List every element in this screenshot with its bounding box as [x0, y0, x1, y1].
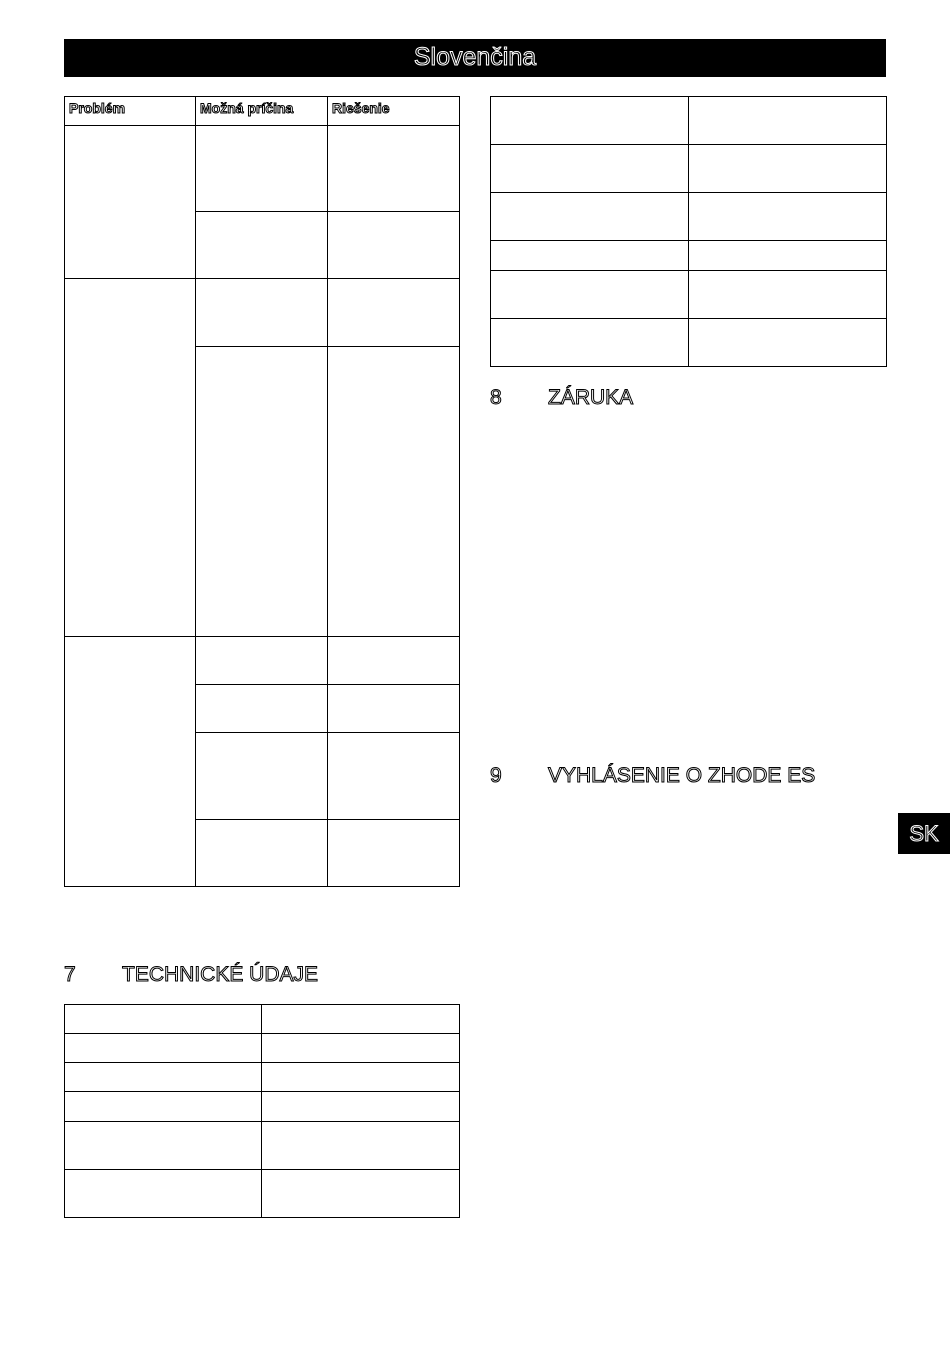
column-header-solution: Riešenie [328, 97, 460, 126]
table-row [65, 1122, 460, 1170]
table-cell [196, 212, 328, 279]
table-cell [65, 279, 196, 637]
table-header-row [65, 97, 460, 126]
table-cell [262, 1063, 460, 1092]
section-title: VYHLÁSENIE O ZHODE ES [548, 764, 816, 787]
section-title: ZÁRUKA [548, 386, 634, 409]
troubleshooting-continuation-table [490, 96, 887, 367]
table-cell [196, 637, 328, 685]
table-row [65, 1170, 460, 1218]
table-cell [65, 637, 196, 887]
table-cell [689, 319, 887, 367]
table-cell [196, 347, 328, 637]
table-row [491, 319, 887, 367]
column-header-problem: Problém [65, 97, 196, 126]
troubleshooting-table [64, 96, 460, 887]
table-cell [65, 1122, 262, 1170]
table-row [65, 637, 460, 685]
section-number: 9 [490, 764, 502, 787]
table-cell [328, 126, 460, 212]
table-row [65, 1063, 460, 1092]
table-cell [196, 733, 328, 820]
table-row [65, 126, 460, 212]
table-cell [328, 733, 460, 820]
page-header [64, 39, 886, 77]
table-row [491, 145, 887, 193]
table-cell [262, 1005, 460, 1034]
table-cell [491, 271, 689, 319]
table-cell [491, 145, 689, 193]
section-number: 8 [490, 386, 502, 409]
table-cell [328, 212, 460, 279]
table-cell [689, 97, 887, 145]
table-cell [196, 279, 328, 347]
table-cell [491, 241, 689, 271]
table-cell [689, 271, 887, 319]
section-title: TECHNICKÉ ÚDAJE [122, 963, 319, 986]
table-cell [491, 319, 689, 367]
table-cell [491, 193, 689, 241]
table-row [491, 271, 887, 319]
table-cell [328, 637, 460, 685]
table-row [491, 241, 887, 271]
section-heading-declaration [490, 764, 886, 792]
section-heading-technical [64, 963, 459, 991]
table-cell [262, 1034, 460, 1063]
table-cell [689, 193, 887, 241]
column-header-cause: Možná príčina [196, 97, 328, 126]
table-cell [262, 1122, 460, 1170]
table-row [491, 193, 887, 241]
table-row [65, 1005, 460, 1034]
language-tab-label: SK [909, 821, 939, 846]
table-cell [328, 685, 460, 733]
table-cell [328, 347, 460, 637]
section-number: 7 [64, 963, 76, 986]
table-cell [262, 1170, 460, 1218]
table-cell [689, 145, 887, 193]
table-row [65, 1092, 460, 1122]
table-cell [196, 685, 328, 733]
technical-data-table [64, 1004, 460, 1218]
table-cell [262, 1092, 460, 1122]
table-cell [328, 279, 460, 347]
table-cell [196, 820, 328, 887]
table-cell [689, 241, 887, 271]
table-cell [328, 820, 460, 887]
section-heading-warranty [490, 386, 886, 414]
table-cell [65, 126, 196, 279]
table-cell [65, 1092, 262, 1122]
table-row [491, 97, 887, 145]
page-title: Slovenčina [413, 43, 537, 71]
table-row [65, 1034, 460, 1063]
table-cell [65, 1034, 262, 1063]
table-cell [491, 97, 689, 145]
table-cell [65, 1063, 262, 1092]
table-cell [196, 126, 328, 212]
table-cell [65, 1005, 262, 1034]
table-cell [65, 1170, 262, 1218]
language-tab [898, 813, 950, 854]
table-row [65, 279, 460, 347]
